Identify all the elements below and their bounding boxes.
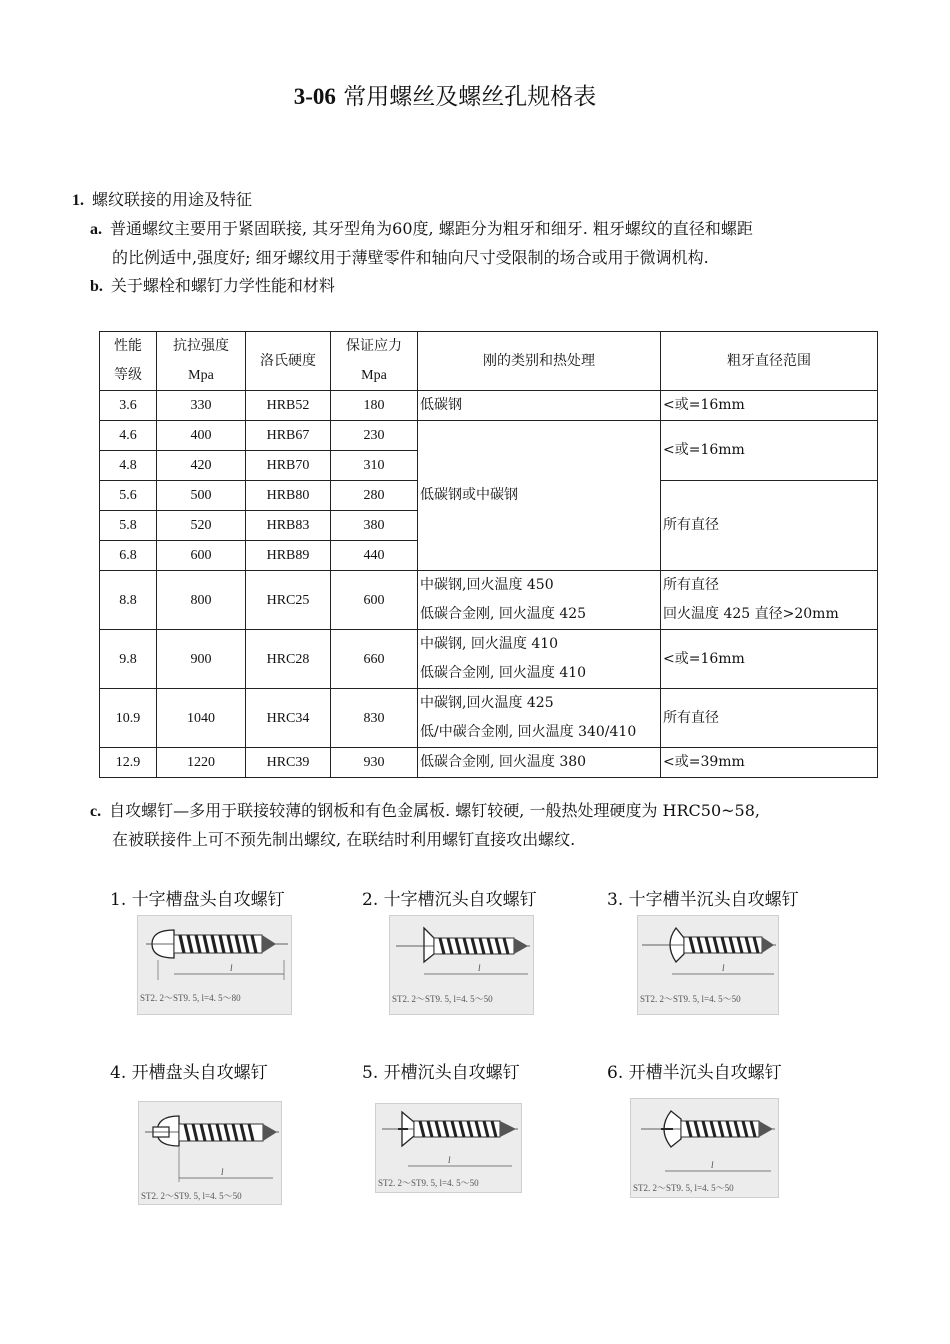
diameter-cell: 所有直径	[661, 689, 878, 748]
table-row: 9.8 900 HRC28 660 中碳钢, 回火温度 410 低碳合金刚, 回火温度 410 <或=16mm	[100, 630, 878, 689]
header-hardness: 洛氏硬度	[246, 332, 331, 391]
diameter-cell: <或=16mm	[661, 391, 878, 421]
svg-text:l: l	[722, 963, 725, 973]
slotted-pan-head-screw-icon	[138, 1101, 282, 1205]
section-1-number: 1.	[72, 192, 84, 209]
screw-spec-2: ST2. 2～ST9. 5, l=4. 5～50	[392, 994, 493, 1004]
table-row: 4.8 420 HRB70 310	[100, 451, 878, 481]
item-b-heading	[90, 272, 335, 301]
material-cell: 低碳钢或中碳钢	[418, 421, 661, 571]
item-b-text: 关于螺栓和螺钉力学性能和材料	[110, 276, 335, 295]
cross-countersunk-screw-icon	[389, 915, 534, 1015]
mechanical-properties-table	[99, 331, 878, 778]
screw-figure-2	[362, 885, 582, 1020]
diameter-cell: <或=16mm	[661, 630, 878, 689]
screw-spec-4: ST2. 2～ST9. 5, l=4. 5～50	[141, 1191, 242, 1201]
screw-figure-5	[362, 1058, 582, 1198]
item-a-line1: 普通螺纹主要用于紧固联接, 其牙型角为60度, 螺距分为粗牙和细牙. 粗牙螺纹的直径和螺距	[110, 219, 753, 238]
svg-text:l: l	[448, 1155, 451, 1165]
header-material: 刚的类别和热处理	[418, 332, 661, 391]
screw-caption-6: 6. 开槽半沉头自攻螺钉	[607, 1063, 782, 1083]
item-a-number: a.	[90, 221, 102, 238]
screw-caption-1: 1. 十字槽盘头自攻螺钉	[110, 890, 285, 910]
table-row: 5.6 500 HRB80 280 所有直径	[100, 481, 878, 511]
header-grade: 性能 等级	[100, 332, 157, 391]
table-row: 8.8 800 HRC25 600 中碳钢,回火温度 450 低碳合金刚, 回火温度 425 所有直径 回火温度 425 直径>20mm	[100, 571, 878, 630]
item-c-number: c.	[90, 803, 102, 820]
diameter-cell: <或=16mm	[661, 421, 878, 481]
title-text: 常用螺丝及螺丝孔规格表	[343, 84, 597, 110]
item-c-line2: 在被联接件上可不预先制出螺纹, 在联结时利用螺钉直接攻出螺纹.	[112, 830, 576, 849]
item-a-line2: 的比例适中,强度好; 细牙螺纹用于薄壁零件和轴向尺寸受限制的场合或用于微调机构.	[112, 248, 709, 267]
item-b-number: b.	[90, 278, 103, 295]
screw-spec-3: ST2. 2～ST9. 5, l=4. 5～50	[640, 994, 741, 1004]
svg-text:l: l	[230, 963, 233, 973]
table-row: 10.9 1040 HRC34 830 中碳钢,回火温度 425 低/中碳合金刚, 回火温度 340/410 所有直径	[100, 689, 878, 748]
item-a-paragraph	[90, 215, 900, 272]
material-cell: 低碳合金刚, 回火温度 380	[418, 748, 661, 778]
screw-figure-3	[607, 885, 837, 1020]
svg-text:l: l	[221, 1167, 224, 1177]
page-title	[0, 78, 890, 111]
material-cell: 中碳钢, 回火温度 410 低碳合金刚, 回火温度 410	[418, 630, 661, 689]
material-cell: 中碳钢,回火温度 425 低/中碳合金刚, 回火温度 340/410	[418, 689, 661, 748]
diameter-cell: 所有直径	[661, 481, 878, 571]
item-c-line1: 自攻螺钉—多用于联接较薄的钢板和有色金属板. 螺钉较硬, 一般热处理硬度为 HRC50~58,	[109, 801, 760, 820]
header-diameter: 粗牙直径范围	[661, 332, 878, 391]
title-number: 3-06	[293, 84, 336, 109]
header-proof-stress: 保证应力 Mpa	[331, 332, 418, 391]
screw-caption-2: 2. 十字槽沉头自攻螺钉	[362, 890, 537, 910]
screw-figure-4	[110, 1058, 330, 1208]
table-row: 3.6 330 HRB52 180 低碳钢 <或=16mm	[100, 391, 878, 421]
screw-caption-3: 3. 十字槽半沉头自攻螺钉	[607, 890, 799, 910]
table-header-row	[100, 332, 878, 391]
table-row: 5.8 520 HRB83 380	[100, 511, 878, 541]
header-tensile: 抗拉强度 Mpa	[157, 332, 246, 391]
table-row: 12.9 1220 HRC39 930 低碳合金刚, 回火温度 380 <或=39mm	[100, 748, 878, 778]
slotted-raised-countersunk-screw-icon	[630, 1098, 779, 1198]
screw-spec-6: ST2. 2～ST9. 5, l=4. 5～50	[633, 1183, 734, 1193]
screw-caption-4: 4. 开槽盘头自攻螺钉	[110, 1063, 268, 1083]
diameter-cell: <或=39mm	[661, 748, 878, 778]
section-1-title: 螺纹联接的用途及特征	[92, 190, 253, 209]
material-cell: 低碳钢	[418, 391, 661, 421]
item-c-paragraph	[90, 797, 890, 854]
cross-raised-countersunk-screw-icon	[637, 915, 779, 1015]
screw-spec-1: ST2. 2～ST9. 5, l=4. 5～80	[140, 993, 241, 1003]
screw-caption-5: 5. 开槽沉头自攻螺钉	[362, 1063, 520, 1083]
section-1-heading	[72, 186, 252, 215]
material-cell: 中碳钢,回火温度 450 低碳合金刚, 回火温度 425	[418, 571, 661, 630]
diameter-cell: 所有直径 回火温度 425 直径>20mm	[661, 571, 878, 630]
svg-text:l: l	[478, 963, 481, 973]
screw-figure-6	[607, 1058, 837, 1203]
screw-spec-5: ST2. 2～ST9. 5, l=4. 5～50	[378, 1178, 479, 1188]
table-row: 4.6 400 HRB67 230 低碳钢或中碳钢 <或=16mm	[100, 421, 878, 451]
cross-pan-head-screw-icon	[137, 915, 292, 1015]
svg-text:l: l	[711, 1160, 714, 1170]
table-row: 6.8 600 HRB89 440	[100, 541, 878, 571]
slotted-countersunk-screw-icon	[375, 1103, 522, 1193]
screw-figure-1	[110, 885, 330, 1020]
